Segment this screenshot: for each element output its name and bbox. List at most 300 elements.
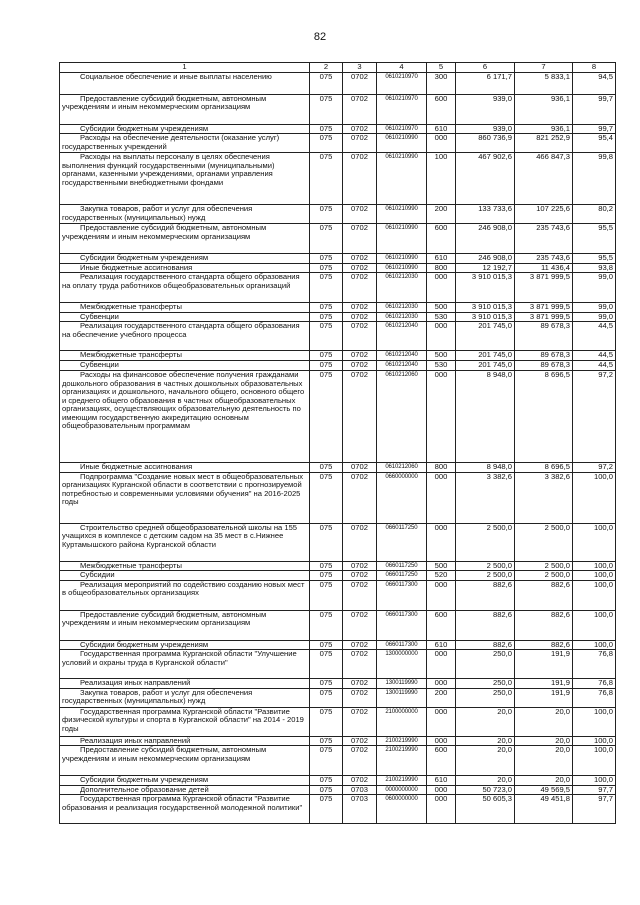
row-csr-code: 2100219990 bbox=[377, 776, 427, 786]
row-actual-amount: 20,0 bbox=[515, 707, 573, 736]
row-rz-pr-code: 0702 bbox=[343, 523, 377, 561]
row-vr-code: 300 bbox=[427, 72, 456, 94]
row-name bbox=[60, 205, 310, 224]
table-row bbox=[60, 736, 616, 746]
row-name bbox=[60, 688, 310, 707]
row-vr-code: 800 bbox=[427, 263, 456, 273]
row-rz-pr-code: 0702 bbox=[343, 72, 377, 94]
row-vr-code: 610 bbox=[427, 254, 456, 264]
row-name-text: Закупка товаров, работ и услуг для обеспечения государственных (муниципальных) нужд bbox=[62, 688, 253, 705]
table-row bbox=[60, 322, 616, 351]
row-gr-code: 075 bbox=[310, 785, 343, 795]
row-execution-percent: 100,0 bbox=[573, 736, 616, 746]
row-vr-code: 500 bbox=[427, 351, 456, 361]
row-gr-code: 075 bbox=[310, 322, 343, 351]
table-row bbox=[60, 650, 616, 679]
row-actual-amount: 49 569,5 bbox=[515, 785, 573, 795]
row-name bbox=[60, 746, 310, 776]
row-plan-amount: 133 733,6 bbox=[456, 205, 515, 224]
table-row bbox=[60, 263, 616, 273]
row-rz-pr-code: 0702 bbox=[343, 707, 377, 736]
row-rz-pr-code: 0702 bbox=[343, 580, 377, 610]
table-row bbox=[60, 205, 616, 224]
row-rz-pr-code: 0702 bbox=[343, 273, 377, 303]
row-actual-amount: 89 678,3 bbox=[515, 322, 573, 351]
row-name-text: Реализация государственного стандарта общего образования на обеспечение учебного процесса bbox=[62, 321, 300, 339]
row-csr-code: 0610210970 bbox=[377, 72, 427, 94]
row-vr-code: 000 bbox=[427, 523, 456, 561]
row-name bbox=[60, 134, 310, 153]
row-actual-amount: 191,9 bbox=[515, 679, 573, 689]
row-name-text: Предоставление субсидий бюджетным, автономным учреждениям и иным некоммерческим организациям bbox=[62, 745, 267, 763]
row-vr-code: 100 bbox=[427, 153, 456, 205]
row-execution-percent: 76,8 bbox=[573, 688, 616, 707]
row-actual-amount: 936,1 bbox=[515, 124, 573, 134]
row-name bbox=[60, 273, 310, 303]
row-execution-percent: 100,0 bbox=[573, 472, 616, 523]
table-row bbox=[60, 561, 616, 571]
row-name-text: Предоставление субсидий бюджетным, автономным учреждениям и иным некоммерческим организациям bbox=[62, 94, 267, 111]
row-plan-amount: 8 948,0 bbox=[456, 463, 515, 473]
row-gr-code: 075 bbox=[310, 371, 343, 463]
row-gr-code: 075 bbox=[310, 303, 343, 313]
row-name-text: Государственная программа Курганской области "Улучшение условий и охраны труда в Курганской области" bbox=[62, 649, 297, 667]
row-name-text: Реализация иных направлений bbox=[80, 736, 191, 745]
row-plan-amount: 20,0 bbox=[456, 707, 515, 736]
row-plan-amount: 467 902,6 bbox=[456, 153, 515, 205]
row-execution-percent: 99,0 bbox=[573, 273, 616, 303]
row-gr-code: 075 bbox=[310, 134, 343, 153]
row-gr-code: 075 bbox=[310, 361, 343, 371]
column-header: 4 bbox=[377, 63, 427, 73]
row-plan-amount: 3 910 015,3 bbox=[456, 273, 515, 303]
table-row bbox=[60, 707, 616, 736]
table-row bbox=[60, 679, 616, 689]
row-execution-percent: 100,0 bbox=[573, 561, 616, 571]
row-execution-percent: 44,5 bbox=[573, 351, 616, 361]
row-vr-code: 000 bbox=[427, 795, 456, 824]
row-actual-amount: 3 871 999,5 bbox=[515, 303, 573, 313]
row-name-text: Межбюджетные трансферты bbox=[80, 561, 182, 570]
row-plan-amount: 250,0 bbox=[456, 679, 515, 689]
row-vr-code: 000 bbox=[427, 707, 456, 736]
row-gr-code: 075 bbox=[310, 263, 343, 273]
row-vr-code: 000 bbox=[427, 679, 456, 689]
row-rz-pr-code: 0702 bbox=[343, 371, 377, 463]
row-plan-amount: 20,0 bbox=[456, 746, 515, 776]
row-vr-code: 200 bbox=[427, 205, 456, 224]
row-actual-amount: 882,6 bbox=[515, 580, 573, 610]
row-csr-code: 1300119990 bbox=[377, 679, 427, 689]
row-execution-percent: 99,7 bbox=[573, 124, 616, 134]
row-rz-pr-code: 0702 bbox=[343, 650, 377, 679]
table-row bbox=[60, 94, 616, 124]
row-csr-code: 0610212040 bbox=[377, 361, 427, 371]
row-name-text: Субвенции bbox=[80, 312, 119, 321]
row-csr-code: 0610210970 bbox=[377, 94, 427, 124]
row-vr-code: 600 bbox=[427, 610, 456, 640]
row-actual-amount: 3 382,6 bbox=[515, 472, 573, 523]
column-header: 1 bbox=[60, 63, 310, 73]
table-row bbox=[60, 124, 616, 134]
budget-table bbox=[59, 62, 616, 824]
column-header-row bbox=[60, 63, 616, 73]
row-name-text: Расходы на обеспечение деятельности (оказание услуг) государственных учреждений bbox=[62, 133, 280, 151]
row-plan-amount: 3 382,6 bbox=[456, 472, 515, 523]
row-plan-amount: 882,6 bbox=[456, 580, 515, 610]
row-actual-amount: 235 743,6 bbox=[515, 254, 573, 264]
row-vr-code: 000 bbox=[427, 785, 456, 795]
row-rz-pr-code: 0702 bbox=[343, 94, 377, 124]
row-csr-code: 0610210990 bbox=[377, 254, 427, 264]
row-csr-code: 0610210990 bbox=[377, 224, 427, 254]
row-execution-percent: 100,0 bbox=[573, 640, 616, 650]
row-gr-code: 075 bbox=[310, 640, 343, 650]
row-csr-code: 0660117250 bbox=[377, 561, 427, 571]
row-rz-pr-code: 0702 bbox=[343, 736, 377, 746]
table-row bbox=[60, 688, 616, 707]
row-name bbox=[60, 361, 310, 371]
row-gr-code: 075 bbox=[310, 688, 343, 707]
row-rz-pr-code: 0702 bbox=[343, 224, 377, 254]
row-name bbox=[60, 707, 310, 736]
row-rz-pr-code: 0702 bbox=[343, 610, 377, 640]
row-execution-percent: 100,0 bbox=[573, 610, 616, 640]
row-name-text: Расходы на финансовое обеспечение получения гражданами дошкольного образования в частных дошкольных образовательных организациях и дошкольного, начального общего, основного общего и среднего общего образования в частных общеобразовательных организациях, осуществляющих образовательную деятельность по имеющим государственную аккредитацию основным общеобразовательным программам bbox=[62, 370, 305, 430]
table-row bbox=[60, 463, 616, 473]
row-csr-code: 1300119990 bbox=[377, 688, 427, 707]
row-plan-amount: 2 500,0 bbox=[456, 571, 515, 581]
row-gr-code: 075 bbox=[310, 795, 343, 824]
row-execution-percent: 99,7 bbox=[573, 94, 616, 124]
table-row bbox=[60, 472, 616, 523]
row-gr-code: 075 bbox=[310, 776, 343, 786]
row-gr-code: 075 bbox=[310, 273, 343, 303]
row-csr-code: 0610212040 bbox=[377, 322, 427, 351]
row-vr-code: 000 bbox=[427, 371, 456, 463]
row-csr-code: 2100219990 bbox=[377, 736, 427, 746]
row-name-text: Субсидии бюджетным учреждениям bbox=[80, 640, 209, 649]
row-csr-code: 0610212060 bbox=[377, 371, 427, 463]
row-rz-pr-code: 0702 bbox=[343, 688, 377, 707]
row-execution-percent: 100,0 bbox=[573, 776, 616, 786]
table-row bbox=[60, 371, 616, 463]
table-row bbox=[60, 312, 616, 322]
row-plan-amount: 939,0 bbox=[456, 124, 515, 134]
row-rz-pr-code: 0702 bbox=[343, 561, 377, 571]
row-gr-code: 075 bbox=[310, 523, 343, 561]
row-plan-amount: 2 500,0 bbox=[456, 523, 515, 561]
row-rz-pr-code: 0702 bbox=[343, 303, 377, 313]
row-execution-percent: 100,0 bbox=[573, 746, 616, 776]
row-actual-amount: 49 451,8 bbox=[515, 795, 573, 824]
row-execution-percent: 100,0 bbox=[573, 580, 616, 610]
row-plan-amount: 939,0 bbox=[456, 94, 515, 124]
row-rz-pr-code: 0702 bbox=[343, 205, 377, 224]
row-name bbox=[60, 371, 310, 463]
row-csr-code: 0660117300 bbox=[377, 640, 427, 650]
row-name bbox=[60, 472, 310, 523]
row-name bbox=[60, 650, 310, 679]
row-vr-code: 610 bbox=[427, 640, 456, 650]
row-name-text: Дополнительное образование детей bbox=[80, 785, 209, 794]
row-execution-percent: 95,5 bbox=[573, 224, 616, 254]
row-vr-code: 000 bbox=[427, 580, 456, 610]
row-actual-amount: 20,0 bbox=[515, 736, 573, 746]
row-vr-code: 530 bbox=[427, 312, 456, 322]
table-row bbox=[60, 640, 616, 650]
row-rz-pr-code: 0702 bbox=[343, 361, 377, 371]
row-vr-code: 000 bbox=[427, 273, 456, 303]
row-actual-amount: 466 847,3 bbox=[515, 153, 573, 205]
row-name bbox=[60, 72, 310, 94]
row-actual-amount: 8 696,5 bbox=[515, 463, 573, 473]
row-vr-code: 000 bbox=[427, 736, 456, 746]
row-actual-amount: 3 871 999,5 bbox=[515, 273, 573, 303]
row-actual-amount: 89 678,3 bbox=[515, 351, 573, 361]
row-plan-amount: 201 745,0 bbox=[456, 361, 515, 371]
row-rz-pr-code: 0702 bbox=[343, 312, 377, 322]
row-rz-pr-code: 0702 bbox=[343, 472, 377, 523]
row-gr-code: 075 bbox=[310, 561, 343, 571]
row-gr-code: 075 bbox=[310, 72, 343, 94]
row-actual-amount: 2 500,0 bbox=[515, 571, 573, 581]
row-name bbox=[60, 351, 310, 361]
row-csr-code: 0610212030 bbox=[377, 273, 427, 303]
row-rz-pr-code: 0702 bbox=[343, 746, 377, 776]
row-name bbox=[60, 303, 310, 313]
row-plan-amount: 3 910 015,3 bbox=[456, 312, 515, 322]
row-name bbox=[60, 795, 310, 824]
table-row bbox=[60, 153, 616, 205]
row-csr-code: 0660117250 bbox=[377, 571, 427, 581]
table-row bbox=[60, 254, 616, 264]
row-name bbox=[60, 94, 310, 124]
row-rz-pr-code: 0703 bbox=[343, 795, 377, 824]
row-vr-code: 600 bbox=[427, 224, 456, 254]
table-row bbox=[60, 224, 616, 254]
table-row bbox=[60, 273, 616, 303]
row-csr-code: 0660117300 bbox=[377, 580, 427, 610]
row-rz-pr-code: 0702 bbox=[343, 322, 377, 351]
row-actual-amount: 191,9 bbox=[515, 650, 573, 679]
row-gr-code: 075 bbox=[310, 254, 343, 264]
row-execution-percent: 44,5 bbox=[573, 361, 616, 371]
row-csr-code: 0610210990 bbox=[377, 153, 427, 205]
row-actual-amount: 882,6 bbox=[515, 640, 573, 650]
page-number: 82 bbox=[313, 31, 327, 43]
row-rz-pr-code: 0702 bbox=[343, 571, 377, 581]
row-plan-amount: 246 908,0 bbox=[456, 254, 515, 264]
row-csr-code: 0600000000 bbox=[377, 795, 427, 824]
row-name bbox=[60, 312, 310, 322]
row-name-text: Субсидии bbox=[80, 570, 115, 579]
row-plan-amount: 882,6 bbox=[456, 640, 515, 650]
row-name-text: Субсидии бюджетным учреждениям bbox=[80, 124, 209, 133]
row-name bbox=[60, 561, 310, 571]
row-csr-code: 0610212030 bbox=[377, 303, 427, 313]
row-plan-amount: 50 723,0 bbox=[456, 785, 515, 795]
row-plan-amount: 246 908,0 bbox=[456, 224, 515, 254]
row-plan-amount: 882,6 bbox=[456, 610, 515, 640]
table-row bbox=[60, 795, 616, 824]
row-execution-percent: 76,8 bbox=[573, 679, 616, 689]
row-name bbox=[60, 640, 310, 650]
row-gr-code: 075 bbox=[310, 312, 343, 322]
row-actual-amount: 107 225,6 bbox=[515, 205, 573, 224]
row-plan-amount: 20,0 bbox=[456, 736, 515, 746]
row-execution-percent: 95,5 bbox=[573, 254, 616, 264]
row-rz-pr-code: 0702 bbox=[343, 254, 377, 264]
row-execution-percent: 93,8 bbox=[573, 263, 616, 273]
row-name-text: Реализация мероприятий по содействию созданию новых мест в общеобразовательных организациях bbox=[62, 580, 305, 597]
row-csr-code: 0660117300 bbox=[377, 610, 427, 640]
row-gr-code: 075 bbox=[310, 707, 343, 736]
row-name bbox=[60, 736, 310, 746]
row-csr-code: 0610210990 bbox=[377, 263, 427, 273]
table-row bbox=[60, 571, 616, 581]
row-execution-percent: 97,2 bbox=[573, 463, 616, 473]
row-plan-amount: 250,0 bbox=[456, 650, 515, 679]
row-rz-pr-code: 0702 bbox=[343, 134, 377, 153]
row-name bbox=[60, 263, 310, 273]
row-name-text: Межбюджетные трансферты bbox=[80, 350, 182, 359]
row-name bbox=[60, 254, 310, 264]
row-name bbox=[60, 153, 310, 205]
table-body bbox=[60, 72, 616, 824]
row-rz-pr-code: 0702 bbox=[343, 153, 377, 205]
row-name-text: Межбюджетные трансферты bbox=[80, 302, 182, 311]
row-name bbox=[60, 785, 310, 795]
column-header: 5 bbox=[427, 63, 456, 73]
row-name-text: Социальное обеспечение и иные выплаты населению bbox=[80, 72, 272, 81]
row-vr-code: 600 bbox=[427, 94, 456, 124]
row-vr-code: 000 bbox=[427, 134, 456, 153]
row-name-text: Субвенции bbox=[80, 360, 119, 369]
row-name-text: Предоставление субсидий бюджетным, автономным учреждениям и иным некоммерческим организациям bbox=[62, 610, 267, 627]
row-name-text: Государственная программа Курганской области "Развитие физической культуры и спорта в Курганской области" на 2014 - 2019 годы bbox=[62, 707, 304, 733]
row-rz-pr-code: 0702 bbox=[343, 351, 377, 361]
row-plan-amount: 12 192,7 bbox=[456, 263, 515, 273]
row-vr-code: 530 bbox=[427, 361, 456, 371]
table-row bbox=[60, 523, 616, 561]
row-csr-code: 0000000000 bbox=[377, 785, 427, 795]
row-gr-code: 075 bbox=[310, 205, 343, 224]
table-row bbox=[60, 361, 616, 371]
row-gr-code: 075 bbox=[310, 736, 343, 746]
row-csr-code: 1300000000 bbox=[377, 650, 427, 679]
row-name-text: Строительство средней общеобразовательной школы на 155 учащихся в комплексе с детским садом на 35 мест в с.Нижнее Куртамышского района Курганской области bbox=[62, 523, 298, 549]
row-actual-amount: 235 743,6 bbox=[515, 224, 573, 254]
row-name-text: Подпрограмма "Создание новых мест в общеобразовательных организациях Курганской области в соответствии с прогнозируемой потребностью и современными условиями обучения" на 2016-2025 годы bbox=[62, 472, 304, 506]
row-csr-code: 2100000000 bbox=[377, 707, 427, 736]
row-gr-code: 075 bbox=[310, 351, 343, 361]
row-plan-amount: 201 745,0 bbox=[456, 322, 515, 351]
row-csr-code: 2100219990 bbox=[377, 746, 427, 776]
row-plan-amount: 50 605,3 bbox=[456, 795, 515, 824]
row-plan-amount: 250,0 bbox=[456, 688, 515, 707]
row-name-text: Предоставление субсидий бюджетным, автономным учреждениям и иным некоммерческим организациям bbox=[62, 223, 267, 241]
row-name-text: Иные бюджетные ассигнования bbox=[80, 462, 193, 471]
row-execution-percent: 95,4 bbox=[573, 134, 616, 153]
row-name bbox=[60, 571, 310, 581]
row-gr-code: 075 bbox=[310, 650, 343, 679]
column-header: 6 bbox=[456, 63, 515, 73]
row-rz-pr-code: 0703 bbox=[343, 785, 377, 795]
row-name-text: Государственная программа Курганской области "Развитие образования и реализация государственной молодежной политики" bbox=[62, 794, 303, 812]
row-rz-pr-code: 0702 bbox=[343, 679, 377, 689]
row-execution-percent: 100,0 bbox=[573, 571, 616, 581]
row-actual-amount: 8 696,5 bbox=[515, 371, 573, 463]
row-plan-amount: 6 171,7 bbox=[456, 72, 515, 94]
table-row bbox=[60, 785, 616, 795]
row-actual-amount: 20,0 bbox=[515, 776, 573, 786]
table-row bbox=[60, 72, 616, 94]
row-gr-code: 075 bbox=[310, 153, 343, 205]
row-vr-code: 520 bbox=[427, 571, 456, 581]
row-actual-amount: 2 500,0 bbox=[515, 561, 573, 571]
row-execution-percent: 94,5 bbox=[573, 72, 616, 94]
row-name bbox=[60, 463, 310, 473]
row-execution-percent: 100,0 bbox=[573, 707, 616, 736]
row-vr-code: 200 bbox=[427, 688, 456, 707]
row-execution-percent: 97,2 bbox=[573, 371, 616, 463]
row-vr-code: 600 bbox=[427, 746, 456, 776]
table-row bbox=[60, 303, 616, 313]
row-csr-code: 0610212030 bbox=[377, 312, 427, 322]
row-name-text: Реализация иных направлений bbox=[80, 678, 191, 687]
row-gr-code: 075 bbox=[310, 580, 343, 610]
row-vr-code: 500 bbox=[427, 561, 456, 571]
column-header: 3 bbox=[343, 63, 377, 73]
row-name bbox=[60, 322, 310, 351]
table-row bbox=[60, 351, 616, 361]
row-vr-code: 500 bbox=[427, 303, 456, 313]
row-plan-amount: 2 500,0 bbox=[456, 561, 515, 571]
row-gr-code: 075 bbox=[310, 472, 343, 523]
row-execution-percent: 99,8 bbox=[573, 153, 616, 205]
row-csr-code: 0610212040 bbox=[377, 351, 427, 361]
row-execution-percent: 99,0 bbox=[573, 312, 616, 322]
row-plan-amount: 860 736,9 bbox=[456, 134, 515, 153]
row-gr-code: 075 bbox=[310, 224, 343, 254]
row-gr-code: 075 bbox=[310, 94, 343, 124]
row-actual-amount: 2 500,0 bbox=[515, 523, 573, 561]
column-header: 7 bbox=[515, 63, 573, 73]
row-vr-code: 000 bbox=[427, 650, 456, 679]
row-rz-pr-code: 0702 bbox=[343, 776, 377, 786]
row-rz-pr-code: 0702 bbox=[343, 124, 377, 134]
row-rz-pr-code: 0702 bbox=[343, 640, 377, 650]
column-header: 8 bbox=[573, 63, 616, 73]
row-name bbox=[60, 679, 310, 689]
row-plan-amount: 8 948,0 bbox=[456, 371, 515, 463]
row-gr-code: 075 bbox=[310, 610, 343, 640]
row-actual-amount: 20,0 bbox=[515, 746, 573, 776]
row-name bbox=[60, 610, 310, 640]
row-execution-percent: 99,0 bbox=[573, 303, 616, 313]
row-gr-code: 075 bbox=[310, 746, 343, 776]
row-vr-code: 000 bbox=[427, 472, 456, 523]
row-csr-code: 0660000000 bbox=[377, 472, 427, 523]
row-execution-percent: 100,0 bbox=[573, 523, 616, 561]
row-actual-amount: 11 436,4 bbox=[515, 263, 573, 273]
row-csr-code: 0660117250 bbox=[377, 523, 427, 561]
row-actual-amount: 3 871 999,5 bbox=[515, 312, 573, 322]
row-vr-code: 610 bbox=[427, 124, 456, 134]
row-plan-amount: 20,0 bbox=[456, 776, 515, 786]
row-csr-code: 0610210970 bbox=[377, 124, 427, 134]
